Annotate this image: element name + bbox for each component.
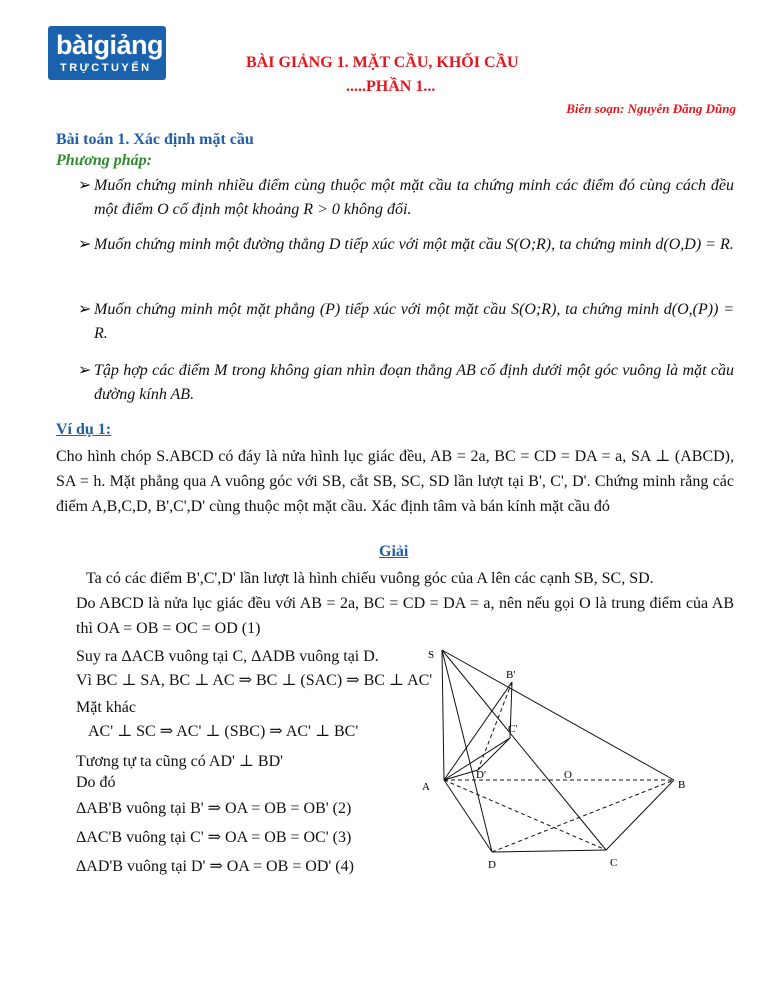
bullet-text: Muốn chứng minh nhiều điểm cùng thuộc một mặt cầu ta chứng minh các điểm đó cùng cách đều một điểm O cố định một khoảng R > 0 không đổi. bbox=[94, 177, 734, 218]
arrow-icon: ➢ bbox=[78, 177, 92, 194]
label-d: D bbox=[488, 859, 496, 871]
page-subtitle: .....PHẦN 1... bbox=[346, 78, 436, 95]
label-c-prime: C' bbox=[508, 723, 518, 735]
page-title: BÀI GIẢNG 1. MẶT CẦU, KHỐI CẦU bbox=[246, 54, 519, 71]
solution-label: Giải bbox=[379, 543, 409, 560]
author: Biên soạn: Nguyễn Đăng Dũng bbox=[566, 101, 736, 116]
bullet-item bbox=[78, 174, 734, 222]
arrow-icon: ➢ bbox=[78, 301, 92, 318]
solution-line: Suy ra ΔACB vuông tại C, ΔADB vuông tại D. bbox=[76, 648, 379, 665]
solution-line: Vì BC ⊥ SA, BC ⊥ AC ⇒ BC ⊥ (SAC) ⇒ BC ⊥ AC' bbox=[76, 672, 433, 689]
pyramid-figure bbox=[420, 640, 720, 880]
method-label: Phương pháp: bbox=[56, 152, 152, 169]
bullet-text: Muốn chứng minh một mặt phẳng (P) tiếp xúc với một mặt cầu S(O;R), ta chứng minh d(O,(P)) = R. bbox=[94, 301, 734, 342]
solution-line: ΔAB'B vuông tại B' ⇒ OA = OB = OB' (2) bbox=[76, 800, 352, 817]
solution-line: ΔAC'B vuông tại C' ⇒ OA = OB = OC' (3) bbox=[76, 829, 352, 846]
label-c: C bbox=[610, 857, 618, 869]
label-s: S bbox=[428, 649, 435, 661]
logo-text: bàigiảng bbox=[56, 30, 164, 60]
arrow-icon: ➢ bbox=[78, 236, 92, 253]
bullet-item bbox=[78, 298, 734, 346]
bullet-text: Muốn chứng minh một đường thẳng D tiếp xúc với một mặt cầu S(O;R), ta chứng minh d(O,D) = R. bbox=[94, 236, 734, 253]
logo-subtext: TRỰCTUYẾN bbox=[60, 62, 152, 74]
label-b-prime: B' bbox=[506, 669, 516, 681]
solution-line: Do đó bbox=[76, 774, 116, 791]
label-o: O bbox=[564, 769, 572, 781]
example-label: Ví dụ 1: bbox=[56, 421, 112, 438]
solution-line: Mặt khác bbox=[76, 699, 136, 716]
bullet-item bbox=[78, 359, 734, 407]
solution-line: Tương tự ta cũng có AD' ⊥ BD' bbox=[76, 753, 284, 770]
solution-intro: Ta có các điểm B',C',D' lần lượt là hình chiếu vuông góc của A lên các cạnh SB, SC, SD. bbox=[86, 570, 654, 587]
solution-line: AC' ⊥ SC ⇒ AC' ⊥ (SBC) ⇒ AC' ⊥ BC' bbox=[88, 723, 359, 740]
solution-para: Do ABCD là nửa lục giác đều với AB = 2a, BC = CD = DA = a, nên nếu gọi O là trung điểm của AB thì OA = OB = OC = OD (1) bbox=[76, 595, 734, 637]
label-d-prime: D' bbox=[476, 769, 486, 781]
bullet-item bbox=[78, 233, 734, 257]
example-problem: Cho hình chóp S.ABCD có đáy là nửa hình lục giác đều, AB = 2a, BC = CD = DA = a, SA ⊥ (ABCD), SA = h. Mặt phẳng qua A vuông góc với SB, cắt SB, SC, SD lần lượt tại B', C', D'. Chứng minh rằng các điểm A,B,C,D, B',C',D' cùng thuộc một mặt cầu. Xác định tâm và bán kính mặt cầu đó bbox=[56, 448, 734, 515]
solution-line: ΔAD'B vuông tại D' ⇒ OA = OB = OD' (4) bbox=[76, 858, 354, 875]
bullet-text: Tập hợp các điểm M trong không gian nhìn đoạn thẳng AB cố định dưới một góc vuông là mặt cầu đường kính AB. bbox=[94, 362, 734, 403]
arrow-icon: ➢ bbox=[78, 362, 92, 379]
label-b: B bbox=[678, 779, 686, 791]
section-heading: Bài toán 1. Xác định mặt cầu bbox=[56, 131, 254, 148]
label-a: A bbox=[422, 781, 430, 793]
logo bbox=[48, 26, 166, 80]
